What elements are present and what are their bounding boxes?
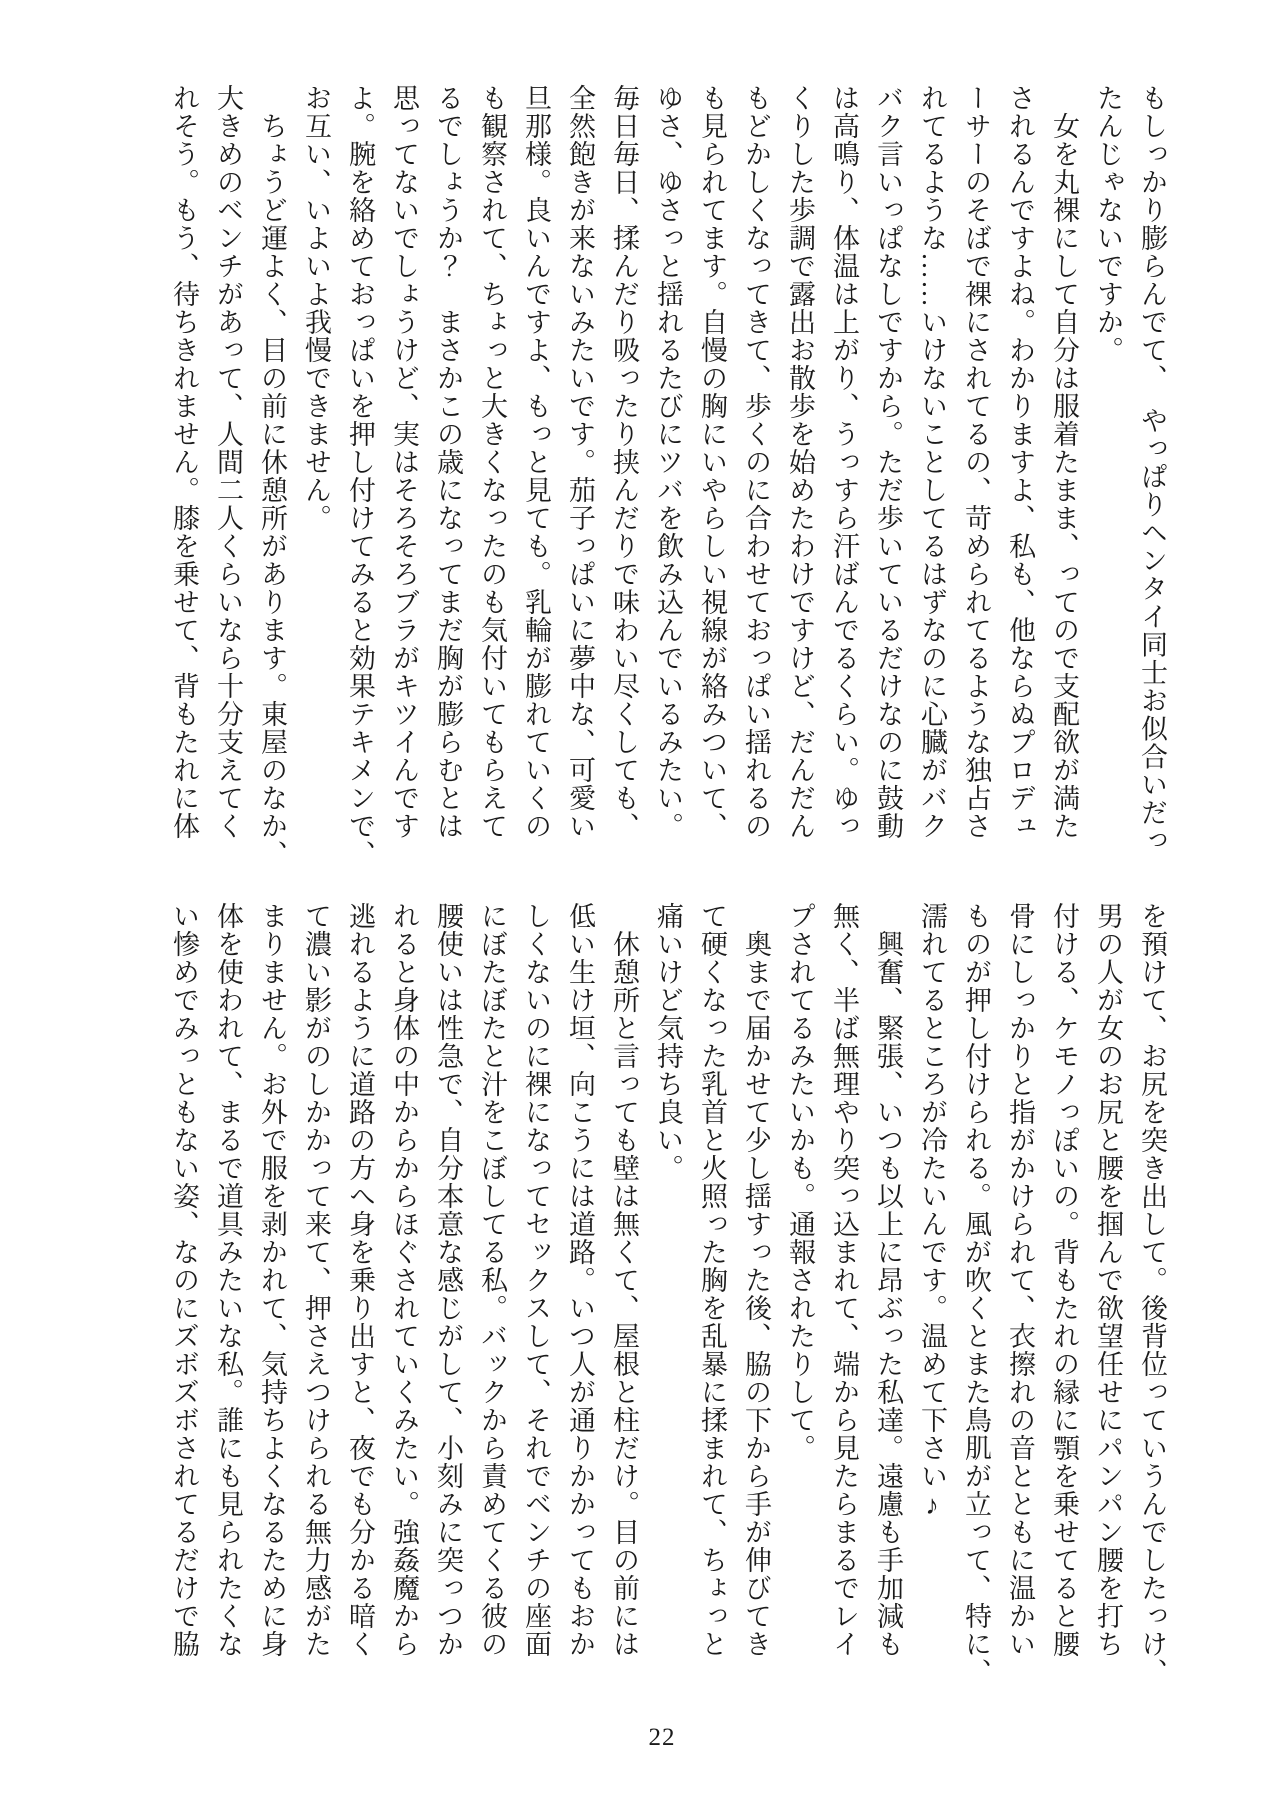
text-column: 骨にしっかりと指がかけられて、衣擦れの音とともに温かい [1005, 902, 1035, 1658]
text-column: て濃い影がのしかかって来て、押さえつけられる無力感がた [301, 902, 331, 1658]
text-column: るでしょうか？ まさかこの歳になってまだ胸が膨らむとは [433, 84, 463, 840]
text-column: よ。腕を絡めておっぱいを押し付けてみると効果テキメンで、 [345, 84, 375, 868]
text-column: にぼたぼたと汁をこぼしてる私。バックから責めてくる彼の [477, 902, 507, 1658]
text-column: されるんですよね。わかりますよ、私も、他ならぬプロデュ [1005, 84, 1035, 840]
top-text-block [162, 84, 1174, 884]
text-column: ーサーのそばで裸にされてるの、苛められてるような独占さ [961, 84, 991, 840]
text-column: 体を使われて、まるで道具みたいな私。誰にも見られたくな [213, 902, 243, 1658]
text-column: 休憩所と言っても壁は無くて、屋根と柱だけ。目の前には [609, 902, 639, 1658]
text-column: たんじゃないですか。 [1093, 84, 1123, 364]
text-column: 全然飽きが来ないみたいです。茄子っぱいに夢中な、可愛い [565, 84, 595, 840]
text-column: 思ってないでしょうけど、実はそろそろブラがキツイんです [389, 84, 419, 840]
text-column: 男の人が女のお尻と腰を掴んで欲望任せにパンパン腰を打ち [1093, 902, 1123, 1658]
text-column: もどかしくなってきて、歩くのに合わせておっぱい揺れるの [741, 84, 771, 840]
text-column: れそう。もう、待ちきれません。膝を乗せて、背もたれに体 [169, 84, 199, 840]
text-column: を預けて、お尻を突き出して。後背位っていうんでしたっけ、 [1137, 902, 1167, 1686]
page-number: 22 [648, 1724, 676, 1751]
text-column: くりした歩調で露出お散歩を始めたわけですけど、だんだん [785, 84, 815, 840]
text-column: て硬くなった乳首と火照った胸を乱暴に揉まれて、ちょっと [697, 902, 727, 1658]
text-column: れてるような……いけないことしてるはずなのに心臓がバク [917, 84, 947, 840]
bottom-text-block [162, 902, 1174, 1702]
text-column: も見られてます。自慢の胸にいやらしい視線が絡みついて、 [697, 84, 727, 840]
text-column: ものが押し付けられる。風が吹くとまた鳥肌が立って、特に、 [961, 902, 991, 1686]
text-column: しくないのに裸になってセックスして、それでベンチの座面 [521, 902, 551, 1658]
text-column: 痛いけど気持ち良い。 [653, 902, 683, 1182]
text-column: 毎日毎日、揉んだり吸ったり挟んだりで味わい尽くしても、 [609, 84, 639, 840]
text-column: 逃れるように道路の方へ身を乗り出すと、夜でも分かる暗く [345, 902, 375, 1658]
text-column: 旦那様。良いんですよ、もっと見ても。乳輪が膨れていくの [521, 84, 551, 840]
text-column: 濡れてるところが冷たいんです。温めて下さい♪ [917, 902, 947, 1521]
text-column: は高鳴り、体温は上がり、うっすら汗ばんでるくらい。ゆっ [829, 84, 859, 840]
text-column: 興奮、緊張、いつも以上に昂ぶった私達。遠慮も手加減も [873, 902, 903, 1658]
text-column: ゆさ、ゆさっと揺れるたびにツバを飲み込んでいるみたい。 [653, 84, 683, 840]
text-column: れると身体の中からからほぐされていくみたい。強姦魔から [389, 902, 419, 1658]
text-column: 大きめのベンチがあって、人間二人くらいなら十分支えてく [213, 84, 243, 840]
text-column: 奥まで届かせて少し揺すった後、脇の下から手が伸びてき [741, 902, 771, 1658]
text-column: お互い、いよいよ我慢できません。 [301, 84, 331, 532]
text-column: も観察されて、ちょっと大きくなったのも気付いてもらえて [477, 84, 507, 840]
text-column: プされてるみたいかも。通報されたりして。 [785, 902, 815, 1462]
text-column: 低い生け垣、向こうには道路。いつ人が通りかかってもおか [565, 902, 595, 1658]
text-column: 女を丸裸にして自分は服着たまま、ってので支配欲が満た [1049, 84, 1079, 840]
text-column: もしっかり膨らんでて、 やっぱりヘンタイ同士お似合いだっ [1137, 84, 1167, 855]
text-column: い惨めでみっともない姿、なのにズボズボされてるだけで脇 [169, 902, 199, 1658]
text-column: 付ける、ケモノっぽいの。背もたれの縁に顎を乗せてると腰 [1049, 902, 1079, 1658]
text-column: 無く、半ば無理やり突っ込まれて、端から見たらまるでレイ [829, 902, 859, 1658]
text-column: まりません。お外で服を剥かれて、気持ちよくなるために身 [257, 902, 287, 1658]
text-column: ちょうど運よく、目の前に休憩所があります。東屋のなか、 [257, 84, 287, 868]
text-column: 腰使いは性急で、自分本意な感じがして、小刻みに突っつか [433, 902, 463, 1658]
text-column: バク言いっぱなしですから。ただ歩いているだけなのに鼓動 [873, 84, 903, 840]
